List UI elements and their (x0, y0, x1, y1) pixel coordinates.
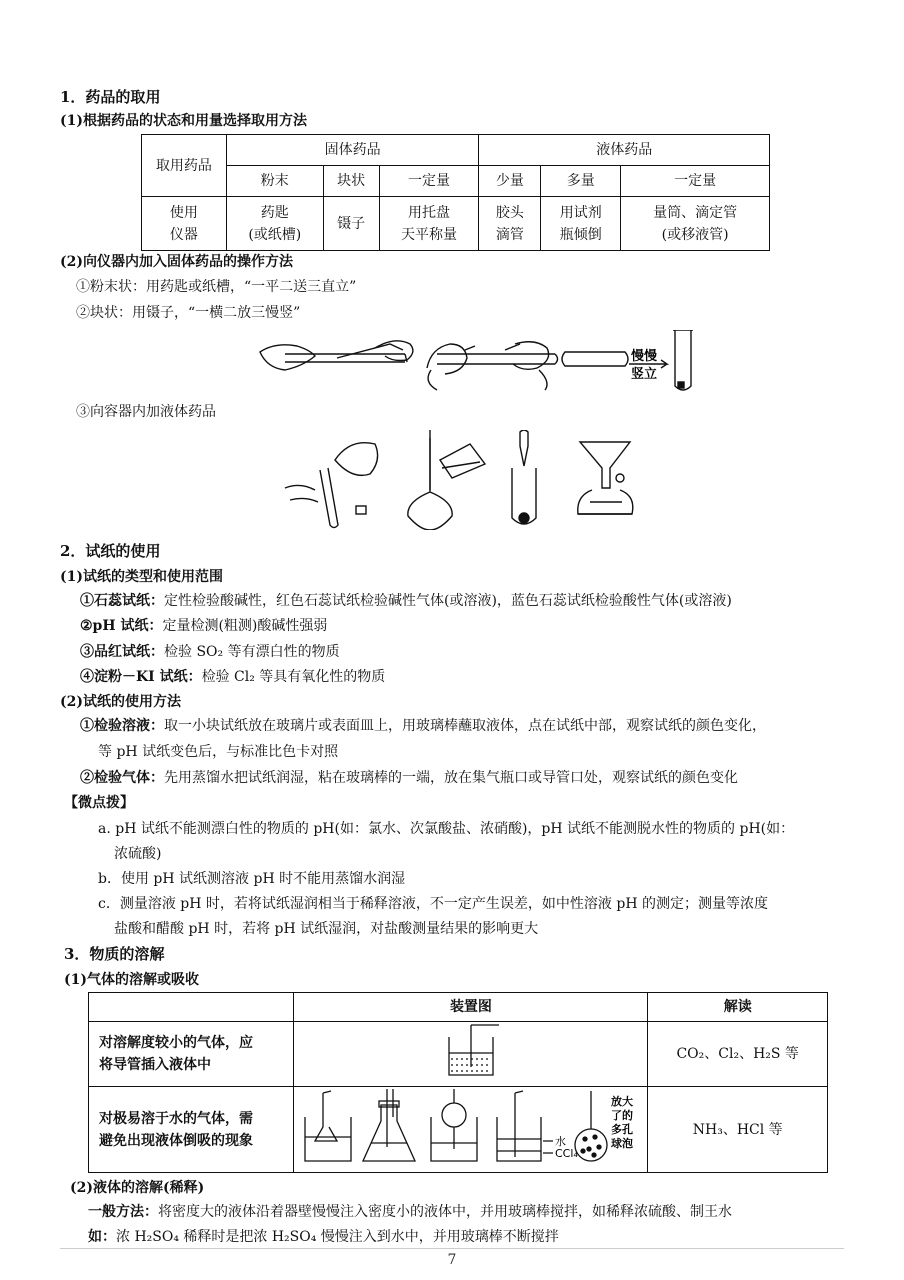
item-powder: ①粉末状：用药匙或纸槽，“一平二送三直立” (76, 279, 357, 295)
section-1-sub1: (1)根据药品的状态和用量选择取用方法 (60, 113, 307, 129)
label-ccl4: CCl₄ (554, 1147, 578, 1160)
label-bulb-3: 多孔 (610, 1123, 633, 1136)
fig-label-slowly: 慢慢 (631, 349, 658, 364)
th-powder: 粉末 (226, 166, 323, 197)
general-method: 一般方法：将密度大的液体沿着器壁慢慢注入密度小的液体中，并用玻璃棒搅拌，如稀释浓硫酸、制王水 (88, 1204, 732, 1220)
section-1-sub2: (2)向仪器内加入固体药品的操作方法 (60, 254, 293, 270)
cell-fixed-solid: 用托盘 天平称量 (379, 197, 479, 251)
label-bulb-2: 了的 (610, 1109, 633, 1122)
paper-starch-ki: ④淀粉－KI 试纸：检验 Cl₂ 等具有氧化性的物质 (80, 669, 386, 685)
fig-label-upright: 竖立 (631, 367, 658, 382)
solid-adding-illustration (255, 330, 705, 392)
anti-suckback-figures (301, 1087, 641, 1165)
row2-answer: NH₃、HCl 等 (648, 1087, 828, 1173)
label-bulb-4: 球泡 (610, 1137, 633, 1150)
section-1-title: 1．药品的取用 (60, 88, 161, 106)
row1-answer: CO₂、Cl₂、H₂S 等 (648, 1022, 828, 1087)
tip-a-line2: 浓硫酸) (114, 846, 162, 862)
label-water: 水 (554, 1135, 566, 1148)
th-more: 多量 (541, 166, 621, 197)
item-block: ②块状：用镊子，“一横二放三慢竖” (76, 305, 301, 321)
tip-b: b．使用 pH 试纸测溶液 pH 时不能用蒸馏水润湿 (98, 871, 406, 887)
section-3-sub1: (1)气体的溶解或吸收 (64, 972, 199, 988)
th-explain: 解读 (648, 993, 828, 1022)
item-liquid: ③向容器内加液体药品 (76, 404, 216, 420)
use-solution-line2: 等 pH 试纸变色后，与标准比色卡对照 (98, 744, 339, 760)
gas-dissolve-table (88, 992, 828, 1173)
tip-heading: 【微点拨】 (64, 795, 134, 811)
row1-desc: 对溶解度较小的气体，应 将导管插入液体中 (89, 1022, 294, 1087)
page-number: 7 (447, 1252, 457, 1268)
liquid-adding-illustration (280, 430, 640, 530)
beaker-tube-figure (441, 1023, 501, 1079)
paper-ph: ②pH 试纸：定量检测(粗测)酸碱性强弱 (80, 618, 328, 634)
section-3-title: 3．物质的溶解 (64, 945, 165, 963)
cell-fixed-liquid: 量筒、滴定管 (或移液管) (621, 197, 770, 251)
cell-more: 用试剂 瓶倾倒 (541, 197, 621, 251)
cell-powder: 药匙 (或纸槽) (226, 197, 323, 251)
section-2-sub2: (2)试纸的使用方法 (60, 694, 181, 710)
cell-block: 镊子 (323, 197, 379, 251)
th-solid: 固体药品 (226, 135, 479, 166)
th-fixed-liquid: 一定量 (621, 166, 770, 197)
th-liquid: 液体药品 (479, 135, 770, 166)
th-take: 取用药品 (142, 135, 227, 197)
paper-litmus: ①石蕊试纸：定性检验酸碱性，红色石蕊试纸检验碱性气体(或溶液)，蓝色石蕊试纸检验酸性气体(或溶液) (80, 593, 732, 609)
th-block: 块状 (323, 166, 379, 197)
row2-figure (294, 1087, 648, 1173)
tip-c-line1: c．测量溶液 pH 时，若将试纸湿润相当于稀释溶液，不一定产生误差，如中性溶液 pH 的测定；测量等浓度 (98, 896, 768, 912)
section-2-sub1: (1)试纸的类型和使用范围 (60, 569, 223, 585)
row1-figure (294, 1022, 648, 1087)
th-fixed-solid: 一定量 (379, 166, 479, 197)
section-3-sub2: (2)液体的溶解(稀释) (70, 1180, 205, 1196)
use-gas: ②检验气体：先用蒸馏水把试纸润湿，粘在玻璃棒的一端，放在集气瓶口或导管口处，观察试纸的颜色变化 (80, 770, 738, 786)
th-small: 少量 (479, 166, 541, 197)
label-bulb-1: 放大 (610, 1095, 633, 1108)
reagent-table (141, 134, 770, 251)
section-2-title: 2．试纸的使用 (60, 542, 161, 560)
footer-divider (60, 1248, 844, 1249)
cell-small: 胶头 滴管 (479, 197, 541, 251)
paper-magenta: ③品红试纸：检验 SO₂ 等有漂白性的物质 (80, 644, 340, 660)
row2-desc: 对极易溶于水的气体，需 避免出现液体倒吸的现象 (89, 1087, 294, 1173)
use-solution-line1: ①检验溶液：取一小块试纸放在玻璃片或表面皿上，用玻璃棒蘸取液体，点在试纸中部，观察试纸的颜色变化， (80, 718, 766, 734)
tip-c-line2: 盐酸和醋酸 pH 时，若将 pH 试纸湿润，对盐酸测量结果的影响更大 (114, 921, 539, 937)
row-label: 使用 仪器 (142, 197, 227, 251)
th-device: 装置图 (294, 993, 648, 1022)
example: 如：浓 H₂SO₄ 稀释时是把浓 H₂SO₄ 慢慢注入到水中，并用玻璃棒不断搅拌 (88, 1229, 559, 1245)
tip-a-line1: a. pH 试纸不能测漂白性的物质的 pH(如：氯水、次氯酸盐、浓硝酸)，pH 试纸不能测脱水性的物质的 pH(如： (98, 821, 795, 837)
